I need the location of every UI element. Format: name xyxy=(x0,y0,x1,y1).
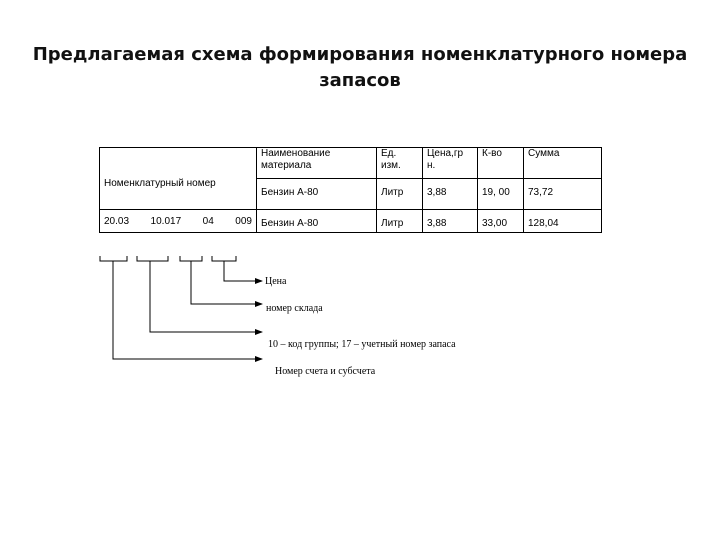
cell-material: Бензин А-80 xyxy=(257,179,377,210)
cell-price: 3,88 xyxy=(423,179,478,210)
header-quantity: К-во xyxy=(478,148,524,179)
arrow-account xyxy=(113,266,262,359)
label-account: Номер счета и субсчета xyxy=(275,366,376,377)
cell-unit: Литр xyxy=(377,179,423,210)
header-nomenclature-number: Номенклатурный номер xyxy=(100,148,257,210)
label-group: 10 – код группы; 17 – учетный номер запаса xyxy=(268,339,456,350)
cell-quantity: 19, 00 xyxy=(478,179,524,210)
title-line-1: Предлагаемая схема формирования номенклатурного номера xyxy=(32,44,688,65)
cell-unit: Литр xyxy=(377,210,423,233)
brace-price xyxy=(212,256,236,266)
brace-warehouse xyxy=(180,256,202,266)
label-warehouse: номер склада xyxy=(266,303,323,314)
arrow-price xyxy=(224,266,262,281)
code-price: 009 xyxy=(235,216,252,227)
arrow-warehouse xyxy=(191,266,262,304)
header-unit: Ед. изм. xyxy=(377,148,423,179)
brace-group xyxy=(137,256,168,266)
brace-account xyxy=(100,256,127,266)
title-line-2: запасов xyxy=(319,70,401,91)
cell-quantity: 33,00 xyxy=(478,210,524,233)
arrow-group xyxy=(150,266,262,332)
cell-sum: 128,04 xyxy=(524,210,602,233)
code-warehouse: 04 xyxy=(202,216,214,227)
cell-price: 3,88 xyxy=(423,210,478,233)
code-group: 10.017 xyxy=(150,216,182,227)
cell-material: Бензин А-80 xyxy=(257,210,377,233)
label-price: Цена xyxy=(265,276,287,287)
header-sum: Сумма xyxy=(524,148,602,179)
header-price: Цена,гр н. xyxy=(423,148,478,179)
header-material-name: Наименование материала xyxy=(257,148,377,179)
cell-sum: 73,72 xyxy=(524,179,602,210)
code-account: 20.03 xyxy=(104,216,130,227)
